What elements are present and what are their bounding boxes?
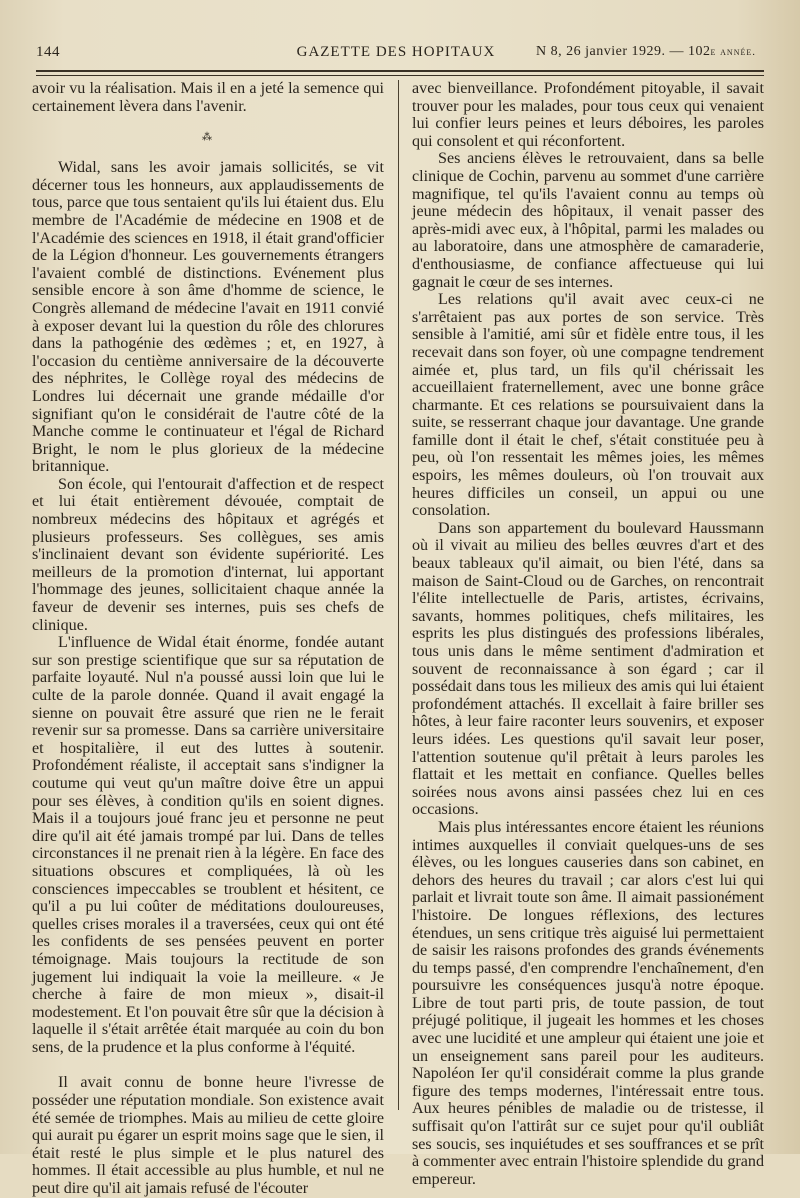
paragraph: Son école, qui l'entourait d'affection et de respect et lui était entièrement dévouée, comptait de nombreux médecins des hôpitaux et agrégés et plusieurs professeurs. Ses collègues, ses amis s'inclinaient devant son évidente supériorité. Les meilleurs de la promotion d'internat, lui apportant l'hommage des jeunes, sollicitaient chaque année la faveur de devenir ses internes, puis ses chefs de clinique.	[32, 475, 384, 634]
paragraph: Les relations qu'il avait avec ceux-ci ne s'arrêtaient pas aux portes de son service. Très sensible à l'amitié, ami sûr et fidèle entre tous, il les recevait dans son foyer, où une compagne tendrement aimée et, plus tard, un fils qu'il chérissait les accueillaient fraternellement, avec une bonne grâce charmante. Et ces relations se poursuivaient dans la suite, se resserrant chaque jour davantage. Une grande famille dont il était le chef, s'était constituée peu à peu, où l'on ressentait les mêmes joies, les mêmes espoirs, les mêmes douleurs, où l'on trouvait aux heures difficiles un conseil, un appui ou une consolation.	[412, 291, 764, 520]
paragraph: Mais plus intéressantes encore étaient les réunions intimes auxquelles il conviait quelques-uns de ses élèves, ou les longues causeries dans son cabinet, en dehors des heures du travail ; car alors c'est lui qui parlait et livrait toute son âme. Il aimait passionément l'histoire. De longues réflexions, des lectures étendues, un sens critique très aiguisé lui permettaient de saisir les raisons profondes des grands événements du temps passé, d'en comprendre l'enchaînement, d'en poursuivre les conséquences jusqu'à notre époque. Libre de tout parti pris, de toute passion, de tout préjugé politique, il jugeait les hommes et les choses avec une lucidité et une ampleur qui étaient une joie et un enseignement sans pareil pour les auditeurs. Napoléon Ier qu'il considérait comme la plus grande figure des temps modernes, l'intéressait entre tous. Aux heures pénibles de maladie ou de tristesse, il suffisait qu'on l'attirât sur ce sujet pour qu'il oubliât ses soucis, ses inquiétudes et ses souffrances et se prît à commenter avec entrain l'histoire splendide du grand empereur.	[412, 818, 764, 1188]
right-column	[412, 80, 764, 1188]
section-separator: ⁂	[202, 132, 214, 144]
issue-date: N 8, 26 janvier 1929. — 102	[536, 44, 711, 59]
journal-title: GAZETTE DES HOPITAUX	[296, 44, 496, 60]
issue-info	[536, 44, 756, 60]
paragraph: Widal, sans les avoir jamais sollicités, se vit décerner tous les honneurs, aux applaudissements de tous, parce que tous sentaient qu'ils lui étaient dus. Elu membre de l'Académie de médecine en 1908 et de l'Académie des sciences en 1918, il était grand'officier de la Légion d'honneur. Les gouvernements étrangers l'avaient comblé de distinctions. Evénement plus sensible encore à son âme d'homme de science, le Congrès allemand de médecine l'avait en 1911 convié à exposer devant lui la question du rôle des chlorures dans la pathogénie des œdèmes ; et, en 1927, à l'occasion du centième anniversaire de la découverte des néphrites, le Collège royal des médecins de Londres lui décernait une grande médaille d'or signifiant qu'on le considérait de l'autre côté de la Manche comme le continuateur et l'égal de Richard Bright, le nom le plus glorieux de la médecine britannique.	[32, 159, 384, 476]
paragraph: avoir vu la réalisation. Mais il en a jeté la semence qui certainement lèvera dans l'avenir.	[32, 80, 384, 115]
issue-year-suffix: e année.	[710, 46, 756, 58]
paragraph: avec bienveillance. Profondément pitoyable, il savait trouver pour les malades, pour tous ceux qui venaient lui confier leurs peines et leurs déboires, les paroles qui consolent et qui réconfortent.	[412, 80, 764, 150]
column-divider	[398, 80, 399, 1110]
paragraph: Dans son appartement du boulevard Haussmann où il vivait au milieu des belles œuvres d'art et des beaux tableaux qu'il aimait, ou bien l'été, dans sa maison de Saint-Cloud ou de Garches, on rencontrait l'élite intellectuelle de Paris, artistes, écrivains, savants, hommes politiques, chefs militaires, les esprits les plus distingués des professions libérales, tous unis dans le même sentiment d'admiration et souvent de reconnaissance à son égard ; car il possédait dans tous les milieux des amis qui lui étaient profondément attachés. Il excellait à faire briller ses hôtes, à leur faire raconter leurs souvenirs, et exposer leurs idées. Les questions qu'il savait leur poser, l'attention soutenue qu'il prêtait à leurs paroles les flattait et les mettait en confiance. Quelles belles soirées nous avons ainsi passées chez lui en ces occasions.	[412, 519, 764, 819]
paragraph-gap	[32, 1056, 384, 1074]
paragraph: L'influence de Widal était énorme, fondée autant sur son prestige scientifique que sur sa réputation de parfaite loyauté. Nul n'a poussé aussi loin que lui le culte de la parole donnée. Quand il avait engagé la sienne on pouvait être assuré que rien ne le ferait revenir sur sa promesse. Dans sa carrière universitaire et hospitalière, il eut des luttes à soutenir. Profondément réaliste, il acceptait sans s'indigner la coutume qui veut qu'un maître doive être un appui pour ses élèves, à condition qu'ils en soient dignes. Mais il a toujours joué franc jeu et personne ne peut dire qu'il ait été jamais trompé par lui. Dans de telles circonstances il ne prenait rien à la légère. En face des situations obscures et compliquées, là où les consciences impeccables se troublent et hésitent, ce qu'il a pu lui coûter de méditations douloureuses, quelles crises morales il a traversées, ceux qui ont été les confidents de ses pensées peuvent en porter témoignage. Mais toujours la rectitude de son jugement lui indiquait la voie la meilleure. « Je cherche à faire de mon mieux », disait-il modestement. Et l'on pouvait être sûr que la décision à laquelle il s'était arrêtée était marquée au coin du bon sens, de la prudence et la plus conforme à l'équité.	[32, 634, 384, 1056]
paragraph: Ses anciens élèves le retrouvaient, dans sa belle clinique de Cochin, parvenu au sommet d'une carrière magnifique, tel qu'ils l'avaient connu au temps où jeune médecin des hôpitaux, il venait passer des après-midi avec eux, à l'hôpital, parmi les malades ou au laboratoire, dans une atmosphère de camaraderie, d'enthousiasme, de confiance affectueuse qui lui gagnait le cœur de ses internes.	[412, 150, 764, 291]
left-column	[32, 80, 384, 1198]
paragraph: Il avait connu de bonne heure l'ivresse de posséder une réputation mondiale. Son existence avait été semée de triomphes. Mais au milieu de cette gloire qui aurait pu égarer un esprit moins sage que le sien, il était resté le plus simple et le plus naturel des hommes. Il était accessible au plus humble, et nul ne peut dire qu'il ait jamais refusé de l'écouter	[32, 1074, 384, 1198]
page-number: 144	[36, 44, 60, 60]
header-rule	[36, 70, 764, 76]
page-header	[36, 44, 756, 68]
